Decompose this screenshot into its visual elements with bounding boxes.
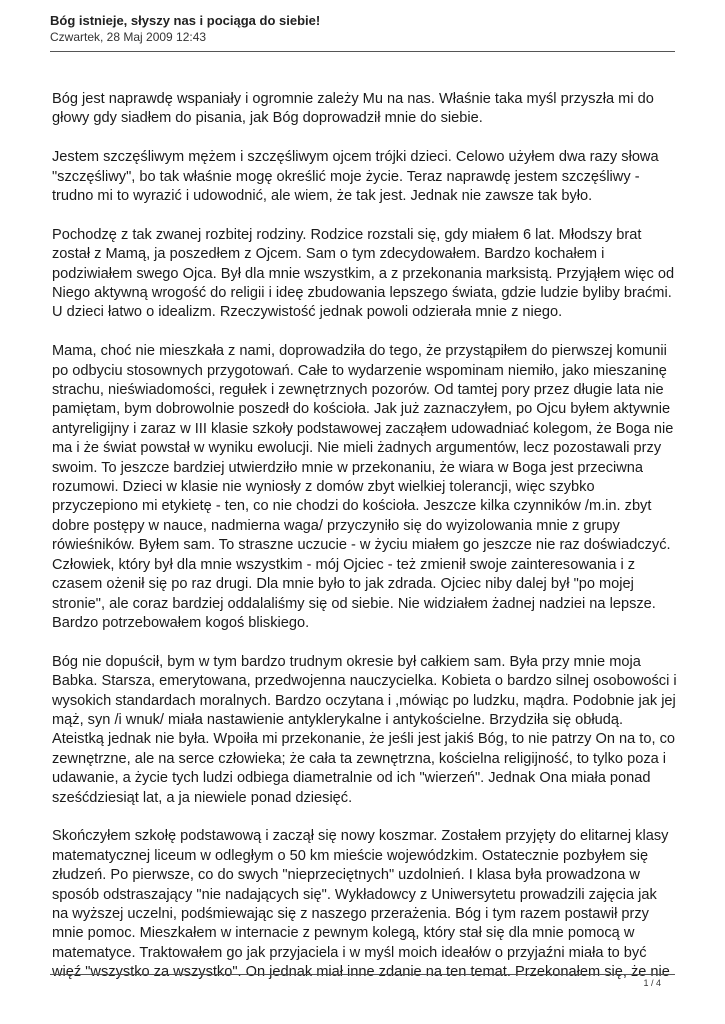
footer-divider xyxy=(50,974,675,975)
publish-date: Czwartek, 28 Maj 2009 12:43 xyxy=(50,30,207,44)
page-title: Bóg istnieje, słyszy nas i pociąga do siebie! xyxy=(50,13,321,28)
paragraph: Mama, choć nie mieszkała z nami, doprowadziła do tego, że przystąpiłem do pierwszej komunii po odbyciu stosownych przygotowań. Całe to wydarzenie wspominam niemiło, jako mieszaninę strachu, nieświadomości, regułek i zewnętrznych pozorów. Od tamtej pory przez długie lata nie pamiętam, bym dobrowolnie poszedł do kościoła. Jak już zaznaczyłem, po Ojcu byłem aktywnie antyreligijny i zaraz w III klasie szkoły podstawowej zacząłem udowadniać kolegom, że Boga nie ma i że świat powstał w wyniku ewolucji. Nie mieli żadnych argumentów, lecz pozostawali przy swoim. To jeszcze bardziej utwierdziło mnie w przekonaniu, że wiara w Boga jest przeciwna rozumowi. Dzieci w klasie nie wyniosły z domów zbyt wielkiej tolerancji, więc szybko przyczepiono mi etykietę - ten, co nie chodzi do kościoła. Jeszcze kilka czynników /m.in. zbyt dobre postępy w nauce, nadmierna waga/ przyczyniło się do wyizolowania mnie z grupy rówieśników. Byłem sam. To straszne uczucie - w życiu miałem go jeszcze nie raz doświadczyć. Człowiek, który był dla mnie wszystkim - mój Ojciec - też zmienił swoje zainteresowania i z czasem ożenił się po raz drugi. Dla mnie było to jak zdrada. Ojciec niby dalej był "po mojej stronie", ale coraz bardziej oddalaliśmy się od siebie. Nie widziałem żadnej nadziei na lepsze. Bardzo potrzebowałem kogoś bliskiego. xyxy=(52,343,674,631)
paragraph: Bóg jest naprawdę wspaniały i ogromnie zależy Mu na nas. Właśnie taka myśl przyszła mi do głowy gdy siadłem do pisania, jak Bóg doprowadził mnie do siebie. xyxy=(52,91,654,127)
document-header xyxy=(50,12,675,52)
paragraph: Bóg nie dopuścił, bym w tym bardzo trudnym okresie był całkiem sam. Była przy mnie moja Babka. Starsza, emerytowana, przedwojenna nauczycielka. Kobieta o bardzo silnej osobowości i wysokich standardach moralnych. Bardzo oczytana i ,mówiąc po ludzku, mądra. Podobnie jak jej mąż, syn /i wnuk/ miała nastawienie antyklerykalne i antykościelne. Brzydziła się obłudą. Ateistką jednak nie była. Wpoiła mi przekonanie, że jeśli jest jakiś Bóg, to nie patrzy On na to, co zewnętrzne, ale na serce człowieka; że cała ta zewnętrzna, kościelna religijność, to tylko poza i udawanie, a życie tych ludzi odbiega diametralnie od ich "wierzeń". Jednak Ona miała ponad sześćdziesiąt lat, a ja niewiele ponad dziesięć. xyxy=(52,653,677,806)
article-body xyxy=(52,90,677,1002)
paragraph: Jestem szczęśliwym mężem i szczęśliwym ojcem trójki dzieci. Celowo użyłem dwa razy słowa "szczęśliwy", bo tak właśnie mogę określić moje życie. Teraz naprawdę jestem szczęśliwy - trudno mi to wyrazić i udowodnić, ale wiem, że tak jest. Jednak nie zawsze tak było. xyxy=(52,149,659,205)
paragraph: Pochodzę z tak zwanej rozbitej rodziny. Rodzice rozstali się, gdy miałem 6 lat. Młodszy brat został z Mamą, ja poszedłem z Ojcem. Sam o tym zdecydowałem. Bardzo kochałem i podziwiałem swego Ojca. Był dla mnie wszystkim, a z przekonania marksistą. Przyjąłem więc od Niego aktywną wrogość do religii i ideę zbudowania lepszego świata, gdzie ludzie byliby braćmi. U dzieci łatwo o idealizm. Rzeczywistość jednak powoli odzierała mnie z niego. xyxy=(52,226,675,321)
paragraph: Skończyłem szkołę podstawową i zaczął się nowy koszmar. Zostałem przyjęty do elitarnej klasy matematycznej liceum w odległym o 50 km mieście wojewódzkim. Ostatecznie pozbyłem się złudzeń. Po pierwsze, co do swych "nieprzeciętnych" uzdolnień. I klasa była prowadzona w sposób odstraszający "nie nadających się". Wykładowcy z Uniwersytetu prowadzili zajęcia jak na wyższej uczelni, podśmiewając się z naszego przerażenia. Bóg i tym razem postawił przy mnie pomoc. Mieszkałem w internacie z pewnym kolegą, który stał się dla mnie pomocą w matematyce. Traktowałem go jak przyjaciela i w myśl moich ideałów o przyjaźni miała to być więź "wszystko za wszystko". On jednak miał inne zdanie na ten temat. Przekonałem się, że nie xyxy=(52,828,670,981)
page-number: 1 / 4 xyxy=(643,978,661,988)
